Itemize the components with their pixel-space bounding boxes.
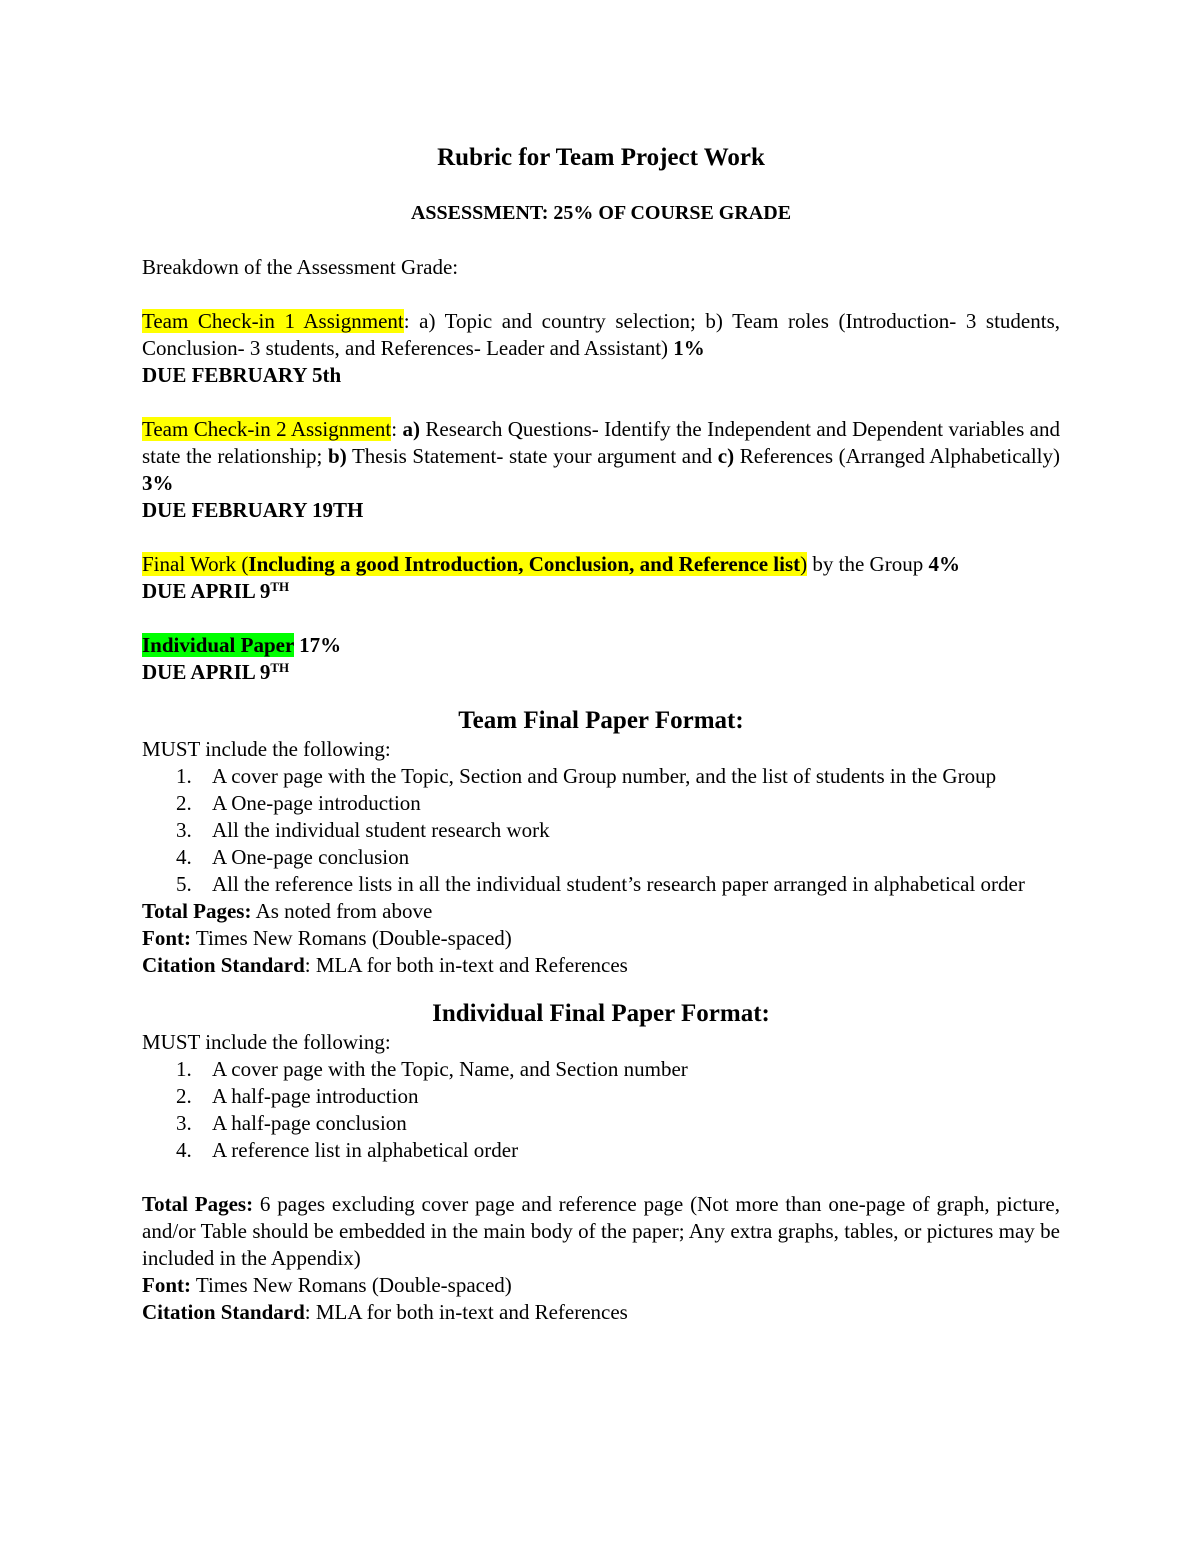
individual-citation: [142, 1299, 1060, 1326]
list-item-number: 1.: [176, 764, 192, 788]
list-item-text: A half-page conclusion: [212, 1111, 407, 1135]
team-format-must: MUST include the following:: [142, 737, 391, 761]
individual-due: [142, 659, 1060, 686]
individual-format-heading: Individual Final Paper Format:: [432, 1000, 770, 1027]
individual-label: Individual Paper: [142, 633, 294, 657]
individual-total-pages-value: 6 pages excluding cover page and reference page (Not more than one-page of graph, picture, and/or Table should be embedded in the main body of the paper; Any extra graphs, tables, or pictures may be included in the Appendix): [142, 1192, 1060, 1270]
team-format-heading: Team Final Paper Format:: [458, 707, 744, 734]
list-item-text: A cover page with the Topic, Name, and Section number: [212, 1057, 688, 1081]
final-work-label-start: Final Work (: [142, 552, 249, 576]
final-work-weight: 4%: [928, 552, 960, 576]
individual-font-value: Times New Romans (Double-spaced): [191, 1273, 512, 1297]
checkin2-c-marker: c): [717, 444, 735, 468]
list-item: [142, 790, 1060, 817]
individual-font-label: Font:: [142, 1273, 191, 1297]
team-font-value: Times New Romans (Double-spaced): [191, 926, 512, 950]
individual-paragraph: [142, 632, 1060, 659]
final-work-label: [142, 552, 807, 576]
final-work-due: [142, 578, 1060, 605]
team-citation: [142, 952, 1060, 979]
individual-due-text: DUE APRIL 9: [142, 660, 271, 684]
list-item: [142, 844, 1060, 871]
list-item-number: 3.: [176, 818, 192, 842]
checkin1-weight: 1%: [673, 336, 705, 360]
individual-weight: 17%: [293, 633, 342, 657]
final-work-due-text: DUE APRIL 9: [142, 579, 271, 603]
list-item-text: All the reference lists in all the individual student’s research paper arranged in alphabetical order: [212, 872, 1025, 896]
list-item-number: 2.: [176, 791, 192, 815]
individual-due-sup: TH: [270, 660, 290, 675]
checkin2-paragraph: [142, 416, 1060, 497]
checkin2-a-marker: a): [402, 417, 420, 441]
list-item: [142, 1137, 1060, 1164]
document-content: [142, 143, 1060, 1326]
checkin1-label: Team Check-in 1 Assignment: [142, 309, 404, 333]
individual-font: [142, 1272, 1060, 1299]
individual-citation-value: : MLA for both in-text and References: [304, 1300, 628, 1324]
final-work-paragraph: [142, 551, 1060, 578]
list-item-text: A One-page introduction: [212, 791, 421, 815]
checkin2-b-marker: b): [328, 444, 347, 468]
list-item-text: A cover page with the Topic, Section and Group number, and the list of students in the Group: [212, 764, 997, 788]
list-item-text: A One-page conclusion: [212, 845, 410, 869]
list-item: [142, 871, 1060, 898]
team-total-pages-label: Total Pages:: [142, 899, 252, 923]
checkin2-due-text: DUE FEBRUARY 19TH: [142, 498, 364, 522]
checkin2-sep: :: [391, 417, 403, 441]
list-item-text: A half-page introduction: [212, 1084, 419, 1108]
page-title: Rubric for Team Project Work: [437, 144, 765, 171]
team-font: [142, 925, 1060, 952]
checkin2-b-text: Thesis Statement- state your argument and: [346, 444, 718, 468]
checkin1-text: : a) Topic and country selection; b) Team roles (Introduction- 3 students, Conclusion- 3 students, and References- Leader and Assistant): [142, 309, 1060, 360]
checkin2-weight: 3%: [142, 471, 174, 495]
list-item-number: 2.: [176, 1084, 192, 1108]
list-item: [142, 1110, 1060, 1137]
checkin1-due: [142, 362, 1060, 389]
list-item-number: 5.: [176, 872, 192, 896]
team-format-list: [142, 763, 1060, 898]
final-work-due-sup: TH: [270, 579, 290, 594]
final-work-text: by the Group: [807, 552, 929, 576]
checkin2-label: Team Check-in 2 Assignment: [142, 417, 392, 441]
final-work-label-bold: Including a good Introduction, Conclusion, and Reference list: [248, 552, 801, 576]
list-item-text: All the individual student research work: [212, 818, 550, 842]
team-total-pages-value: As noted from above: [251, 899, 433, 923]
list-item: [142, 1083, 1060, 1110]
list-item: [142, 817, 1060, 844]
individual-total-pages-label: Total Pages:: [142, 1192, 254, 1216]
team-citation-value: : MLA for both in-text and References: [304, 953, 628, 977]
list-item-number: 4.: [176, 1138, 192, 1162]
checkin1-paragraph: [142, 308, 1060, 362]
team-total-pages: [142, 898, 1060, 925]
list-item-number: 1.: [176, 1057, 192, 1081]
checkin2-a-text: Research Questions- Identify the Independent and Dependent variables and state the relationship;: [142, 417, 1060, 468]
team-font-label: Font:: [142, 926, 191, 950]
final-work-label-end: ): [800, 552, 808, 576]
checkin1-due-text: DUE FEBRUARY 5th: [142, 363, 342, 387]
list-item: [142, 763, 1060, 790]
assessment-heading: ASSESSMENT: 25% OF COURSE GRADE: [410, 202, 792, 224]
list-item-number: 4.: [176, 845, 192, 869]
list-item: [142, 1056, 1060, 1083]
breakdown-intro: Breakdown of the Assessment Grade:: [142, 255, 459, 279]
list-item-number: 3.: [176, 1111, 192, 1135]
individual-format-must: MUST include the following:: [142, 1030, 391, 1054]
individual-citation-label: Citation Standard: [142, 1300, 305, 1324]
individual-format-list: [142, 1056, 1060, 1164]
checkin2-due: [142, 497, 1060, 524]
checkin2-c-text: References (Arranged Alphabetically): [734, 444, 1060, 468]
team-citation-label: Citation Standard: [142, 953, 305, 977]
list-item-text: A reference list in alphabetical order: [212, 1138, 519, 1162]
individual-total-pages: [142, 1191, 1060, 1272]
